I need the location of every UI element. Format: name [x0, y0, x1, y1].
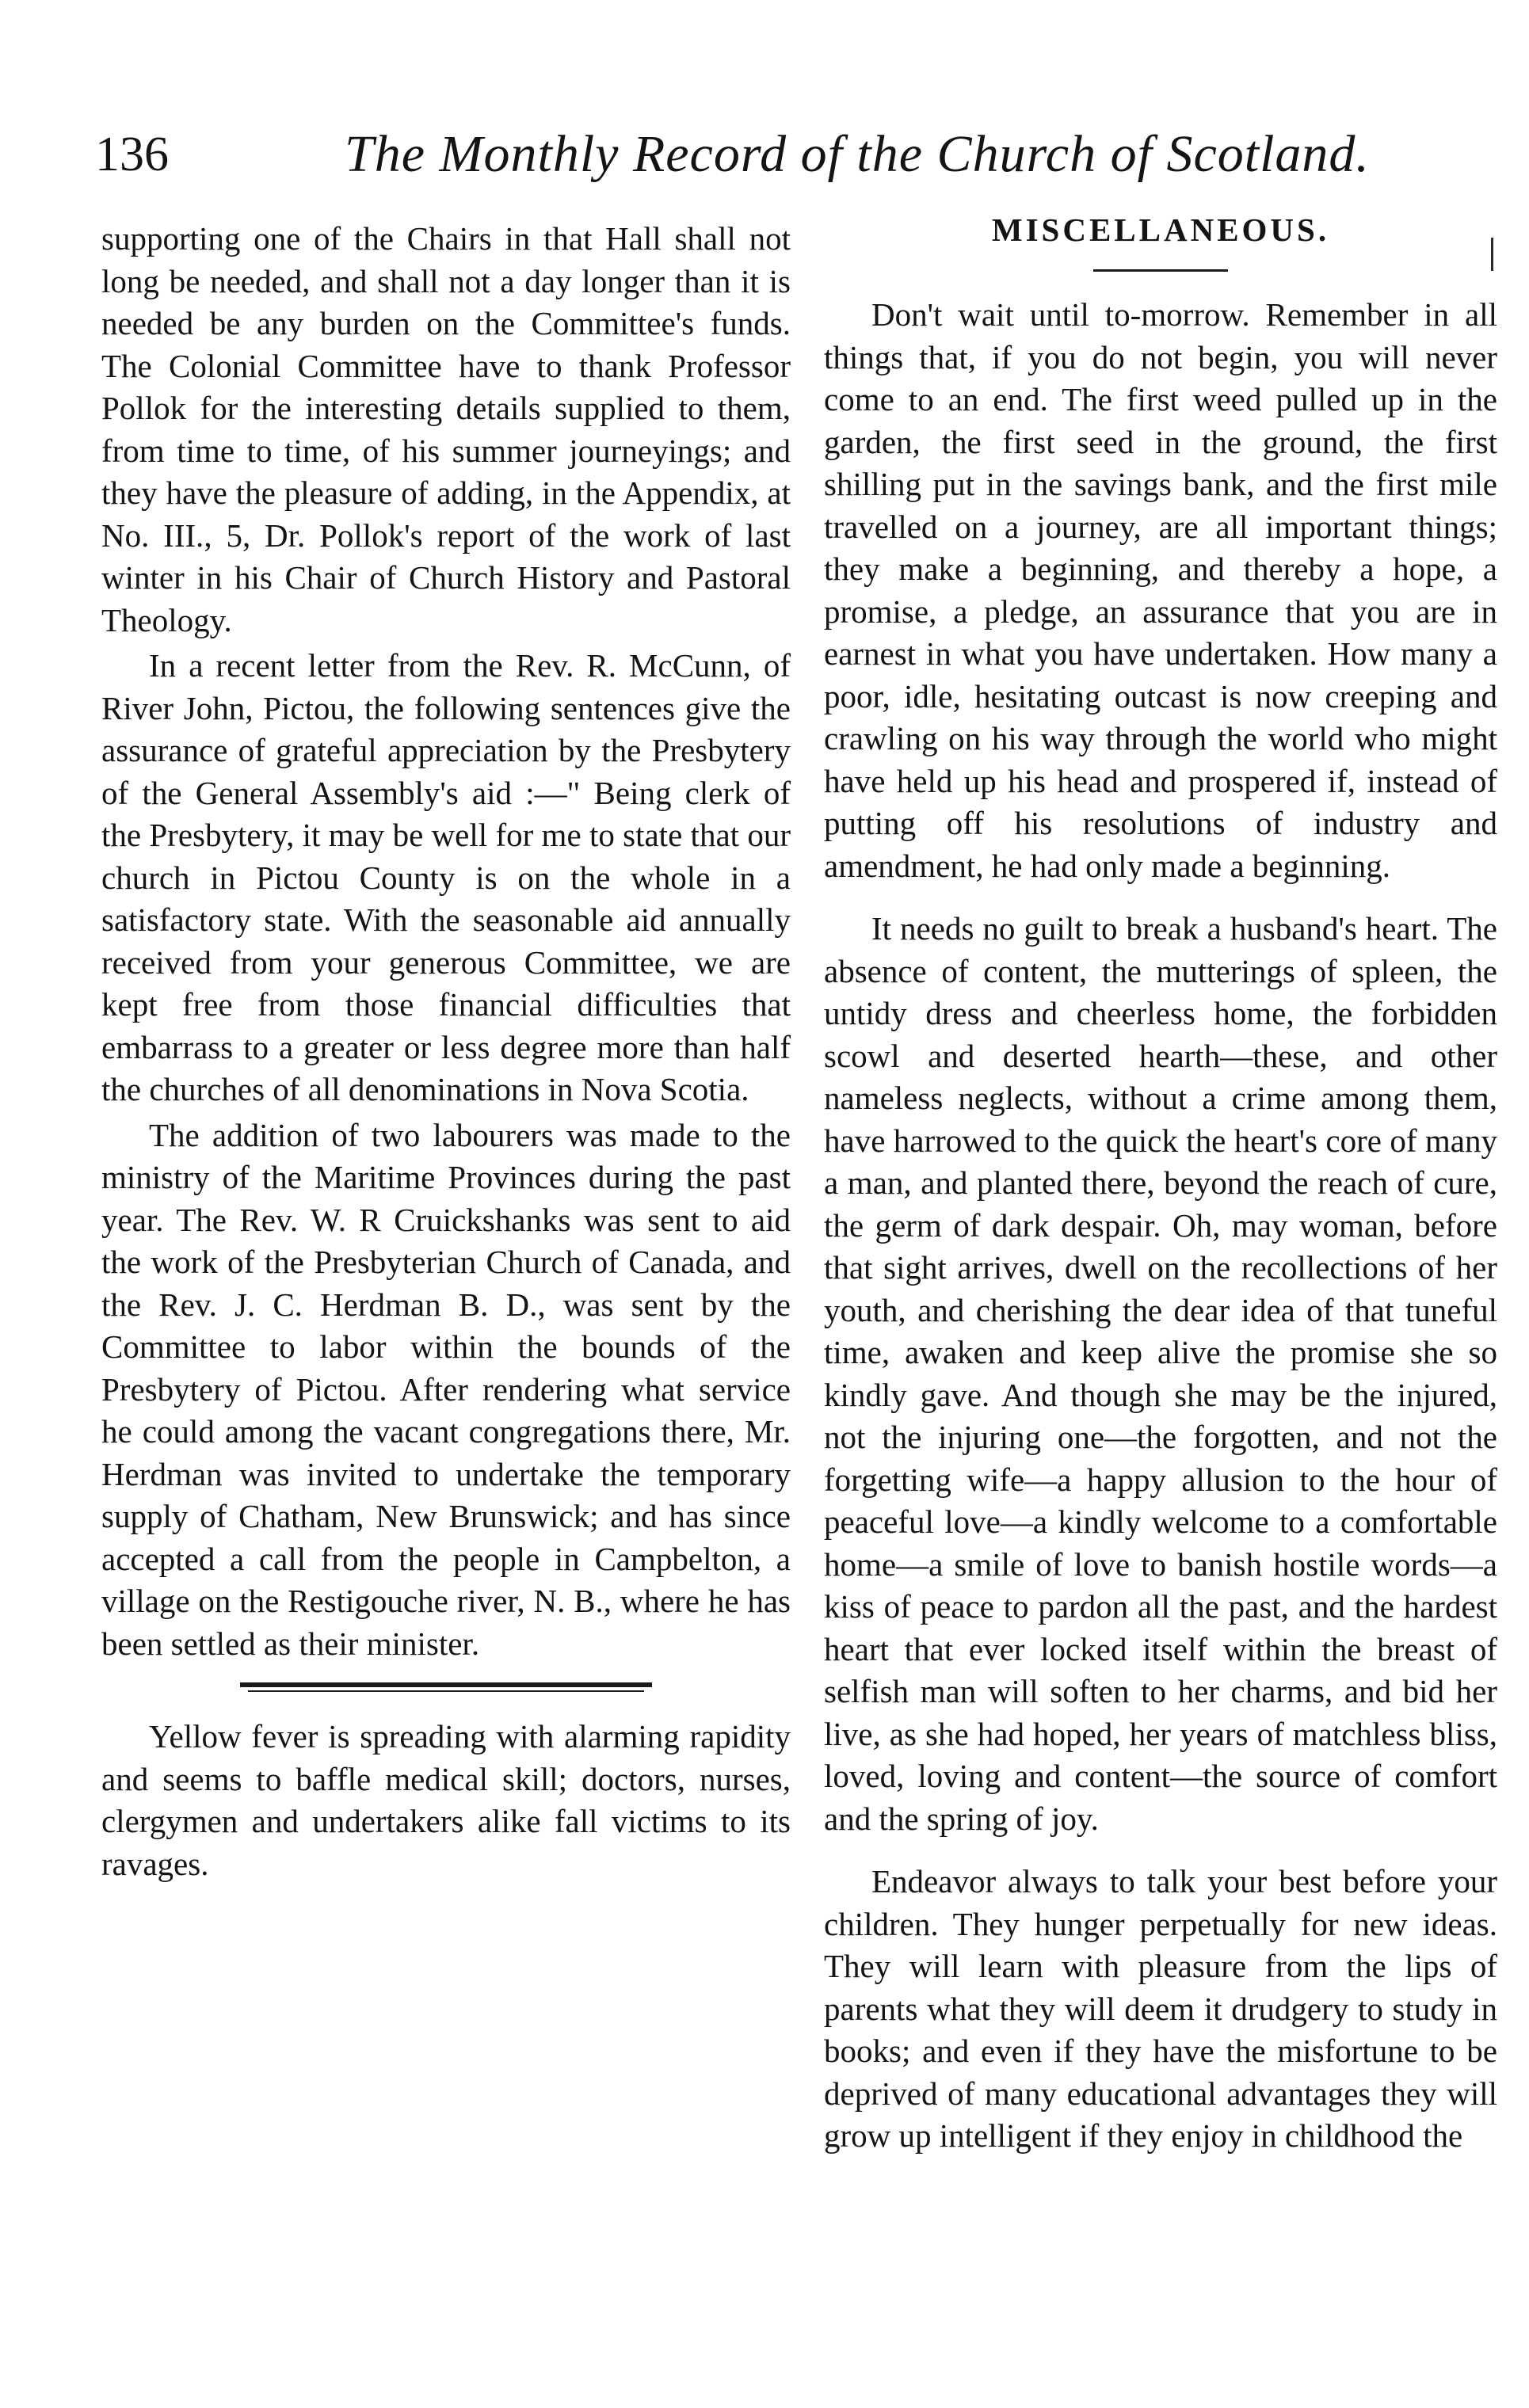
paragraph-continued: supporting one of the Chairs in that Hall shall not long be needed, and shall not a day longer than it is needed be any burden on the Committee's funds. The Colonial Committee have to thank Professor Pollok for the interesting details supplied to them, from time to time, of his summer journeyings; and they have the pleasure of adding, in the Appendix, at No. III., 5, Dr. Pollok's report of the work of last winter in his Chair of Church History and Pastoral Theology. [101, 220, 791, 638]
section-divider-rule [240, 1682, 652, 1694]
section-heading-miscellaneous: MISCELLANEOUS. [991, 211, 1330, 248]
margin-mark [1491, 238, 1493, 271]
paragraph-mccunn-letter: In a recent letter from the Rev. R. McCunn, of River John, Pictou, the following sentences give the assurance of grateful appreciation by the Presbytery of the General Assembly's aid :—" Being clerk of the Presbytery, it may be well for me to state that our church in Pictou County is on the whole in a satisfactory state. With the seasonable aid annually received from your generous Committee, we are kept free from those financial difficulties that embarrass to a greater or less degree more than half the churches of all denominations in Nova Scotia. [101, 647, 791, 1107]
running-title: The Monthly Record of the Church of Scotland. [345, 125, 1370, 183]
page-number: 136 [95, 128, 169, 181]
divider-thin-line [248, 1690, 644, 1692]
left-column [101, 218, 791, 1885]
paragraph-talk-your-best: Endeavor always to talk your best before your children. They hunger perpetually for new ideas. They will learn with pleasure from the lips of parents what they will deem it drudgery to study in books; and even if they have the misfortune to be deprived of many educational advantages they will grow up intelligent if they enjoy in childhood the [824, 1863, 1497, 2154]
right-column [824, 206, 1497, 2158]
heading-underline-rule [1093, 269, 1228, 272]
divider-thick-line [240, 1682, 652, 1687]
page-header [95, 119, 1442, 190]
paragraph-dont-wait: Don't wait until to-morrow. Remember in all things that, if you do not begin, you will never come to an end. The first weed pulled up in the garden, the first seed in the ground, the first shilling put in the savings bank, and the first mile travelled on a journey, are all important things; they make a beginning, and thereby a hope, a promise, a pledge, an assurance that you are in earnest in what you have undertaken. How many a poor, idle, hesitating outcast is now creeping and crawling on his way through the world who might have held up his head and prospered if, instead of putting off his resolutions of industry and amendment, he had only made a beginning. [824, 296, 1497, 884]
paragraph-yellow-fever: Yellow fever is spreading with alarming rapidity and seems to baffle medical skill; doctors, nurses, clergymen and undertakers alike fall victims to its ravages. [101, 1718, 791, 1882]
paragraph-maritime-labourers: The addition of two labourers was made to the ministry of the Maritime Provinces during the past year. The Rev. W. R Cruickshanks was sent to aid the work of the Presbyterian Church of Canada, and the Rev. J. C. Herdman B. D., was sent by the Committee to labor within the bounds of the Presbytery of Pictou. After rendering what service he could among the vacant congregations there, Mr. Herdman was invited to undertake the temporary supply of Chatham, New Brunswick; and has since accepted a call from the people in Campbelton, a village on the Restigouche river, N. B., where he has been settled as their minister. [101, 1116, 791, 1662]
paragraph-husbands-heart: It needs no guilt to break a husband's heart. The absence of content, the mutterings of spleen, the untidy dress and cheerless home, the forbidden scowl and deserted hearth—these, and other nameless neglects, without a crime among them, have harrowed to the quick the heart's core of many a man, and planted there, beyond the reach of cure, the germ of dark despair. Oh, may woman, before that sight arrives, dwell on the recollections of her youth, and cherishing the dear idea of that tuneful time, awaken and keep alive the promise she so kindly gave. And though she may be the injured, not the injuring one—the forgotten, and not the forgetting wife—a happy allusion to the hour of peaceful love—a kindly welcome to a comfortable home—a smile of love to banish hostile words—a kiss of peace to pardon all the past, and the hardest heart that ever locked itself within the breast of selfish man will soften to her charms, and bid her live, as she had hoped, her years of matchless bliss, loved, loving and content—the source of comfort and the spring of joy. [824, 910, 1497, 1837]
